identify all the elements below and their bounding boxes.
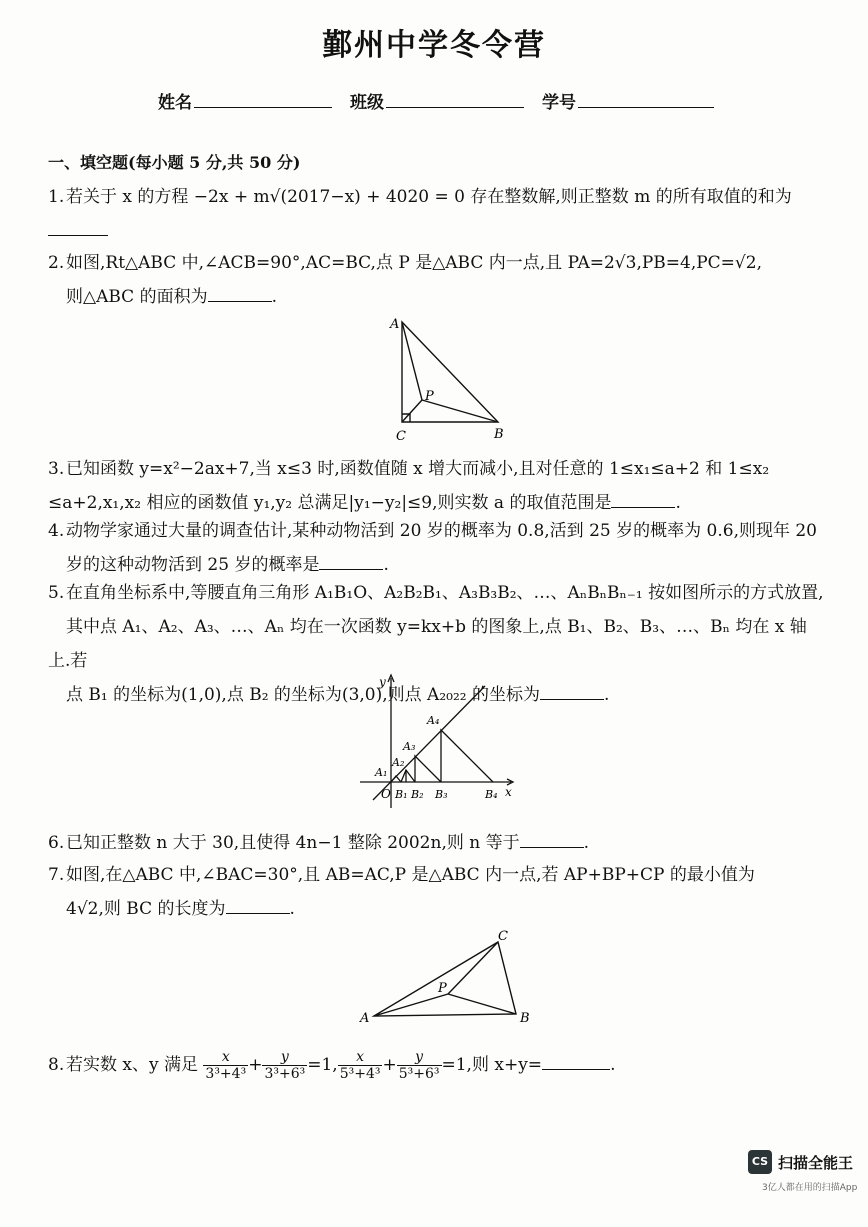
label-a: A — [360, 1011, 370, 1026]
segment-ap — [374, 994, 448, 1016]
label-p: P — [425, 389, 434, 404]
fraction-4: $\frac{y}{\text{5³+6³}}$ — [398, 1049, 440, 1082]
question-4: 4. 动物学家通过大量的调查估计,某种动物活到 20 岁的概率为 0.8,活到 25 岁的概率为 0.6,则现年 20 岁的这种动物活到 25 岁的概率是 . — [48, 521, 818, 575]
camscanner-logo-icon: CS — [748, 1150, 772, 1174]
segment-pa — [402, 322, 422, 400]
fraction-1: $\frac{x}{\text{3³+4³}}$ — [205, 1049, 247, 1082]
triangle-1 — [391, 776, 401, 782]
question-3: 3. 已知函数 y=x²−2ax+7,当 x≤3 时,函数值随 x 增大而减小,且对任意的 1≤x₁≤a+2 和 1≤x₂ ≤a+2,x₁,x₂ 相应的函数值 y₁,y₂ 总满足|y₁−y₂|≤9,则实数 a 的取值范围是 . — [48, 459, 770, 513]
label-b: B — [520, 1011, 530, 1026]
student-id-blank — [578, 107, 714, 108]
triangle-2 — [401, 770, 415, 782]
fraction-3: $\frac{x}{\text{5³+4³}}$ — [339, 1049, 381, 1082]
answer-blank — [226, 897, 290, 914]
line-y-kx-b — [373, 686, 485, 800]
answer-blank — [319, 553, 383, 570]
student-id-label: 学号 — [542, 93, 576, 113]
scanner-app-name: 扫描全能王 — [778, 1154, 854, 1172]
answer-blank — [611, 491, 675, 508]
figure-right-triangle — [380, 312, 530, 444]
label-a2: A₂ — [392, 756, 405, 769]
label-b2: B₂ — [411, 788, 424, 801]
question-6: 6. 已知正整数 n 大于 30,且使得 4n−1 整除 2002n,则 n 等于 . — [48, 833, 590, 853]
class-blank — [386, 107, 524, 108]
axis-label-x: x — [505, 785, 512, 799]
segment-pc — [402, 400, 422, 422]
question-8: 8. 若实数 x、y 满足 $\frac{x}{\text{3³+4³}}$ + $\frac{y}{\text{3³+6³}}$ =1, $\frac{x}{\text{5³+4³}}$ + $\frac{y}{\text{5³+6³}}$ =1,则 x+y= . — [48, 1049, 616, 1082]
scanner-tagline: 3亿人都在用的扫描App — [762, 1183, 858, 1193]
answer-blank — [520, 831, 584, 848]
section-heading: 一、填空题(每小题 5 分,共 50 分) — [48, 153, 301, 172]
question-5: 5. 在直角坐标系中,等腰直角三角形 A₁B₁O、A₂B₂B₁、A₃B₃B₂、…、AₙBₙBₙ₋₁ 按如图所示的方式放置, 其中点 A₁、A₂、A₃、…、Aₙ 均在一次函数 y=kx+b 的图象上,点 B₁、B₂、B₃、…、Bₙ 均在 x 轴上.若 点 B₁ 的坐标为(1,0),点 B₂ 的坐标为(3,0),则点 A₂₀₂₂ 的坐标为 . — [48, 583, 824, 705]
triangle-abc — [374, 942, 516, 1016]
fraction-2: $\frac{y}{\text{3³+6³}}$ — [264, 1049, 306, 1082]
answer-blank — [542, 1053, 610, 1070]
label-b: B — [494, 427, 504, 442]
figure-isosceles-triangle — [358, 924, 538, 1028]
label-b1: B₁ — [395, 788, 408, 801]
question-2: 2. 如图,Rt△ABC 中,∠ACB=90°,AC=BC,点 P 是△ABC 内一点,且 PA=2√3,PB=4,PC=√2, 则△ABC 的面积为 . — [48, 253, 762, 307]
segment-bp — [448, 994, 516, 1014]
answer-blank — [208, 285, 272, 302]
label-a1: A₁ — [375, 766, 388, 779]
question-1: 1. 若关于 x 的方程 −2x + m√(2017−x) + 4020 = 0 存在整数解,则正整数 m 的所有取值的和为 — [48, 180, 824, 248]
label-a3: A₃ — [403, 740, 416, 753]
label-b3: B₃ — [435, 788, 448, 801]
triangle-3 — [415, 756, 441, 782]
class-label: 班级 — [350, 93, 384, 113]
label-c: C — [498, 929, 508, 944]
label-c: C — [396, 429, 406, 444]
figure-coordinate-triangles — [355, 672, 525, 810]
origin-label: O — [381, 787, 391, 801]
label-p: P — [438, 981, 447, 996]
label-a4: A₄ — [427, 714, 440, 727]
label-b4: B₄ — [485, 788, 498, 801]
name-blank — [194, 107, 332, 108]
label-a: A — [390, 317, 400, 332]
page-title: 鄞州中学冬令营 — [322, 28, 546, 63]
name-label: 姓名 — [158, 93, 192, 113]
triangle-4 — [441, 730, 493, 782]
answer-blank — [48, 219, 108, 236]
answer-blank — [540, 683, 604, 700]
axis-label-y: y — [379, 675, 386, 689]
question-7: 7. 如图,在△ABC 中,∠BAC=30°,且 AB=AC,P 是△ABC 内一点,若 AP+BP+CP 的最小值为 4√2,则 BC 的长度为 . — [48, 865, 755, 919]
